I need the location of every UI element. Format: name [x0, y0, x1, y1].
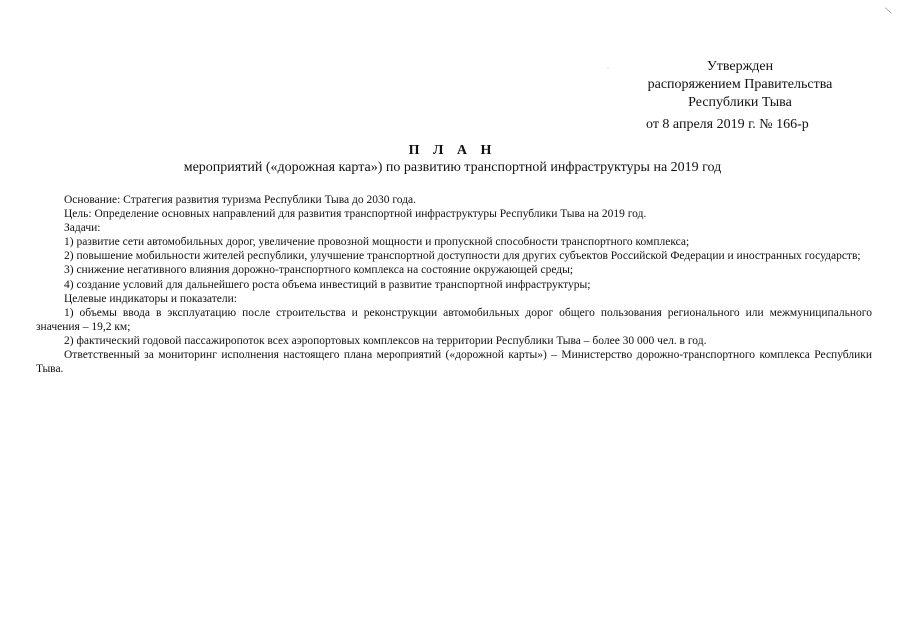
responsible-paragraph: Ответственный за мониторинг исполнения настоящего плана мероприятий («дорожной карты») – Министерство дорожно-транспортного комплекса Республики Тыва.	[36, 349, 872, 376]
task-item: 3) снижение негативного влияния дорожно-транспортного комплекса на состояние окружающей среды;	[64, 264, 574, 277]
scan-dot: ·	[607, 66, 609, 72]
approval-date: от 8 апреля 2019 г. № 166-р	[646, 117, 809, 132]
page-corner-mark: ⟋	[883, 7, 894, 14]
approval-block	[560, 58, 905, 134]
approval-line-approved: Утвержден	[706, 59, 774, 74]
task-item: 2) повышение мобильности жителей республики, улучшение транспортной доступности для других субъектов Российской Федерации и иностранных государств;	[64, 250, 861, 263]
task-item: 1) развитие сети автомобильных дорог, увеличение провозной мощности и пропускной способности транспортного комплекса;	[64, 236, 690, 249]
basis-paragraph: Основание: Стратегия развития туризма Республики Тыва до 2030 года.	[64, 194, 417, 206]
goal-paragraph: Цель: Определение основных направлений для развития транспортной инфраструктуры Республики Тыва на 2019 год.	[64, 208, 647, 221]
document-title: П Л А Н	[408, 143, 497, 158]
indicator-item: 1) объемы ввода в эксплуатацию после строительства и реконструкции автомобильных дорог общего пользования регионального или межмуниципального значения – 19,2 км;	[36, 306, 872, 333]
approval-line-order: распоряжением Правительства	[647, 77, 833, 92]
tasks-heading: Задачи:	[64, 222, 101, 235]
document-body	[36, 193, 872, 376]
document-subtitle: мероприятий («дорожная карта») по развитию транспортной инфраструктуры на 2019 год	[183, 160, 722, 175]
indicators-heading: Целевые индикаторы и показатели:	[64, 292, 237, 305]
approval-line-republic: Республики Тыва	[688, 95, 792, 110]
task-item: 4) создание условий для дальнейшего роста объема инвестиций в развитие транспортной инфраструктуры;	[64, 278, 591, 291]
indicator-item: 2) фактический годовой пассажиропоток всех аэропортовых комплексов на территории Республики Тыва – более 30 000 чел. в год.	[64, 334, 707, 347]
